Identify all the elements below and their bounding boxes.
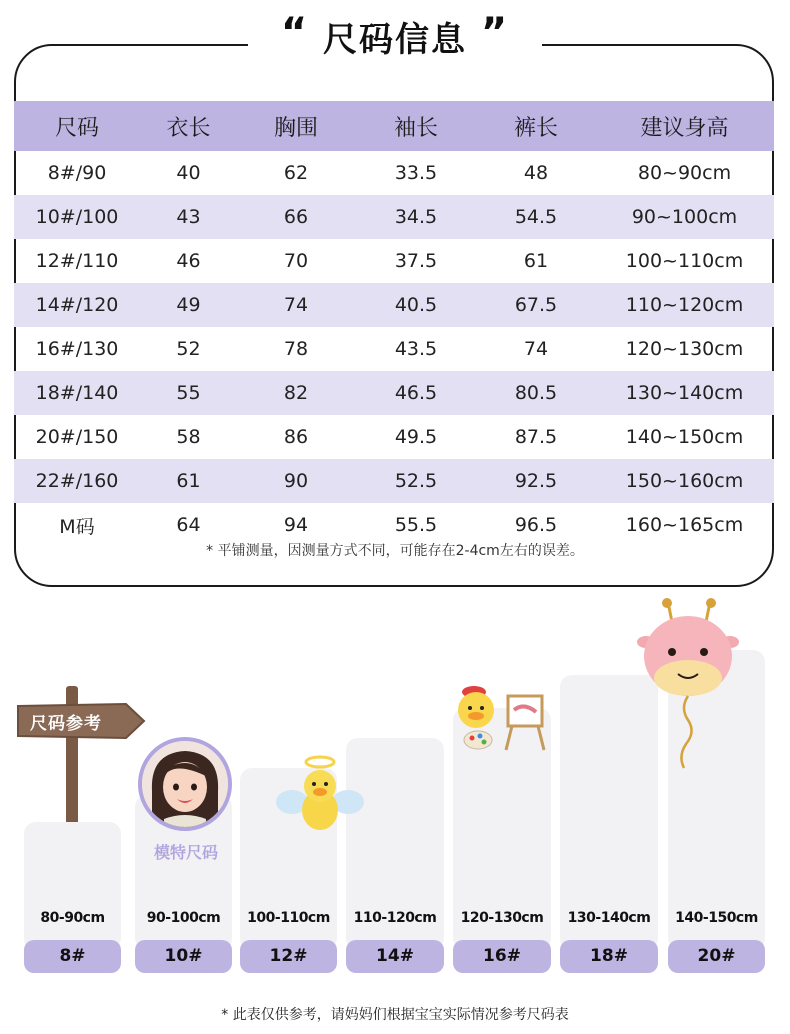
table-cell: 34.5 [355,195,477,239]
height-range-label: 120-130cm [460,910,544,926]
page-title [248,10,542,70]
table-cell: 33.5 [394,162,438,184]
size-pill: 10# [135,940,232,973]
table-cell: 52 [176,338,201,360]
painter-duck-icon [452,682,554,754]
angel-duck-icon [274,752,366,836]
table-cell: 40.5 [355,283,477,327]
size-pill: 20# [668,940,765,973]
table-cell: 87.5 [514,426,558,448]
table-cell: 20#/150 [35,426,119,448]
title-open-quote: “ [280,10,310,56]
table-cell: 16#/130 [35,338,119,360]
table-cell: 86 [283,426,309,448]
height-range-label: 100-110cm [247,910,330,926]
table-cell: 61 [140,459,237,503]
height-range-label: 130-140cm [567,910,651,926]
table-cell: 10#/100 [14,195,140,239]
table-cell: 140~150cm [625,426,744,448]
table-cell: 46 [176,250,201,272]
table-cell: 48 [523,162,549,184]
table-cell: 12#/110 [35,250,119,272]
table-cell: 100~110cm [625,250,744,272]
height-range-label: 80-90cm [40,910,105,926]
header-sleeve: 袖长 [355,101,477,151]
table-row [14,239,774,283]
model-avatar [138,737,232,831]
size-pill: 8# [24,940,121,973]
header-pants: 裤长 [477,101,595,151]
model-size-label: 模特尺码 [153,843,218,862]
table-cell: 90 [237,459,355,503]
table-cell: 96.5 [514,514,558,536]
table-cell: 61 [523,250,549,272]
table-cell: 160~165cm [625,514,744,536]
table-row [14,327,774,371]
table-cell: 43 [140,195,237,239]
table-cell: 8#/90 [47,162,107,184]
title-close-quote: ” [480,10,510,56]
table-cell: 40 [176,162,201,184]
height-range-label: 90-100cm [146,910,221,926]
measurement-note: * 平铺测量，因测量方式不同，可能存在2-4cm左右的误差。 [206,543,584,559]
table-row [14,415,774,459]
table-cell: 80~90cm [637,162,732,184]
table-cell: 120~130cm [625,338,744,360]
title-area [0,0,790,90]
header-height: 建议身高 [595,101,774,151]
reference-footer-note: * 此表仅供参考，请妈妈们根据宝宝实际情况参考尺码表 [221,1007,569,1023]
table-cell: 80.5 [477,371,595,415]
table-cell: 46.5 [355,371,477,415]
table-row [14,283,774,327]
table-cell: 64 [176,514,201,536]
table-cell: 54.5 [477,195,595,239]
table-row [14,459,774,503]
table-cell: 55 [140,371,237,415]
table-cell: 110~120cm [595,283,774,327]
table-cell: 49 [140,283,237,327]
size-bar-8 [24,822,121,950]
header-length: 衣长 [140,101,237,151]
table-cell: 78 [283,338,309,360]
table-cell: 18#/140 [14,371,140,415]
table-cell: 82 [237,371,355,415]
table-cell: 130~140cm [595,371,774,415]
table-cell: 67.5 [477,283,595,327]
table-cell: 150~160cm [595,459,774,503]
table-cell: 37.5 [394,250,438,272]
table-cell: 92.5 [477,459,595,503]
table-cell: 74 [237,283,355,327]
table-row [14,195,774,239]
table-row [14,371,774,415]
size-pill: 18# [560,940,658,973]
header-size: 尺码 [14,101,140,151]
table-cell: 43.5 [394,338,438,360]
size-pill: 16# [453,940,551,973]
table-cell: 52.5 [355,459,477,503]
size-pill: 14# [346,940,444,973]
size-pill: 12# [240,940,337,973]
title-text: 尺码信息 [323,20,467,60]
giraffe-balloon-icon [636,598,740,770]
table-cell: M码 [59,515,95,538]
table-cell: 94 [283,514,309,536]
table-cell: 58 [176,426,201,448]
table-cell: 22#/160 [14,459,140,503]
size-table [14,101,774,547]
table-cell: 66 [237,195,355,239]
table-cell: 55.5 [394,514,438,536]
table-cell: 74 [523,338,549,360]
size-reference-label: 尺码参考 [30,714,102,734]
table-cell: 49.5 [394,426,438,448]
header-chest: 胸围 [237,101,355,151]
table-row [14,151,774,195]
height-range-label: 140-150cm [675,910,758,926]
table-cell: 14#/120 [14,283,140,327]
girl-avatar-icon [142,741,228,827]
table-header-row [14,101,774,151]
table-cell: 70 [283,250,309,272]
table-cell: 62 [283,162,309,184]
table-cell: 90~100cm [595,195,774,239]
height-range-label: 110-120cm [353,910,437,926]
